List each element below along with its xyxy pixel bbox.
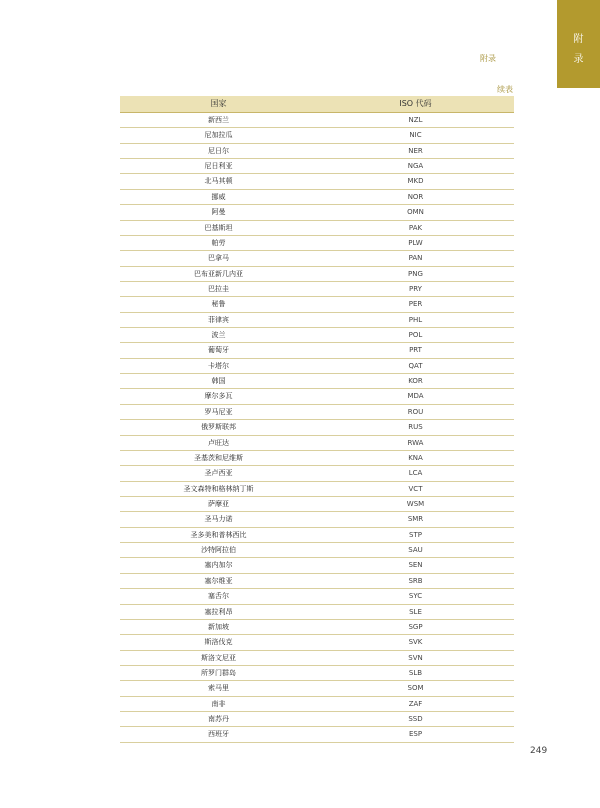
table-row xyxy=(120,159,514,174)
iso-code-cell: NIC xyxy=(409,131,422,140)
iso-code-cell: PHL xyxy=(408,315,423,324)
iso-code-cell: PRY xyxy=(409,284,422,293)
table-row xyxy=(120,666,514,681)
iso-code-cell: VCT xyxy=(408,484,423,493)
table-row xyxy=(120,343,514,358)
table-row xyxy=(120,543,514,558)
country-name-cell: 挪威 xyxy=(211,192,226,201)
country-name-cell: 俄罗斯联邦 xyxy=(201,423,236,432)
table-row xyxy=(120,174,514,189)
iso-code-table xyxy=(120,96,514,743)
country-name-cell: 圣卢西亚 xyxy=(204,469,233,478)
iso-code-cell: SYC xyxy=(408,592,423,601)
iso-code-cell: KNA xyxy=(408,453,423,462)
table-row xyxy=(120,313,514,328)
iso-code-cell: RWA xyxy=(407,438,424,447)
iso-code-cell: QAT xyxy=(408,361,423,370)
country-name-cell: 所罗门群岛 xyxy=(201,668,236,677)
table-row xyxy=(120,466,514,481)
iso-code-cell: PNG xyxy=(408,269,423,278)
iso-code-cell: PLW xyxy=(408,238,423,247)
table-row xyxy=(120,205,514,220)
table-row xyxy=(120,451,514,466)
table-row xyxy=(120,558,514,573)
iso-code-cell: SVK xyxy=(408,638,423,647)
country-name-cell: 塞尔维亚 xyxy=(204,576,233,585)
table-row xyxy=(120,528,514,543)
country-name-cell: 塞拉利昂 xyxy=(204,607,233,616)
chapter-tab xyxy=(557,0,600,88)
country-name-cell: 圣文森特和格林纳丁斯 xyxy=(183,484,254,493)
table-row xyxy=(120,282,514,297)
iso-code-cell: SEN xyxy=(408,561,423,570)
iso-code-cell: ZAF xyxy=(408,699,423,708)
country-name-cell: 索马里 xyxy=(208,684,229,693)
table-row xyxy=(120,482,514,497)
iso-code-cell: LCA xyxy=(408,469,423,478)
country-name-cell: 塞舌尔 xyxy=(208,592,229,601)
table-row xyxy=(120,144,514,159)
country-name-cell: 巴基斯坦 xyxy=(204,223,233,232)
iso-code-cell: SGP xyxy=(408,622,423,631)
table-row xyxy=(120,128,514,143)
country-name-cell: 尼日尔 xyxy=(208,146,229,155)
chapter-tab-label: 附 录 xyxy=(573,34,584,65)
iso-code-cell: SLE xyxy=(409,607,422,616)
column-header-country: 国家 xyxy=(210,99,227,108)
iso-code-cell: SMR xyxy=(407,515,424,524)
country-name-cell: 罗马尼亚 xyxy=(204,407,233,416)
iso-code-cell: STP xyxy=(409,530,422,539)
table-row xyxy=(120,635,514,650)
country-name-cell: 秘鲁 xyxy=(211,300,226,309)
table-row xyxy=(120,651,514,666)
country-name-cell: 阿曼 xyxy=(211,208,226,217)
iso-code-cell: SAU xyxy=(408,546,423,555)
table-row xyxy=(120,589,514,604)
running-header: 附录 xyxy=(480,54,496,63)
table-row xyxy=(120,727,514,742)
iso-code-cell: SLB xyxy=(408,668,423,677)
table-row xyxy=(120,359,514,374)
table-row xyxy=(120,712,514,727)
country-name-cell: 萨摩亚 xyxy=(208,499,229,508)
country-name-cell: 卢旺达 xyxy=(208,438,229,447)
country-name-cell: 圣多美和普林西比 xyxy=(190,530,247,539)
country-name-cell: 斯洛伐克 xyxy=(204,638,233,647)
iso-code-cell: MDA xyxy=(407,392,424,401)
table-header xyxy=(120,96,514,113)
country-name-cell: 沙特阿拉伯 xyxy=(201,546,236,555)
iso-code-cell: PAK xyxy=(408,223,423,232)
country-name-cell: 圣基茨和尼维斯 xyxy=(194,453,243,462)
table-row xyxy=(120,374,514,389)
iso-code-cell: PAN xyxy=(408,254,423,263)
table-row xyxy=(120,389,514,404)
iso-code-cell: PRT xyxy=(409,346,422,355)
table-row xyxy=(120,605,514,620)
page-number: 249 xyxy=(530,746,548,756)
table-row xyxy=(120,328,514,343)
iso-code-cell: ROU xyxy=(407,407,424,416)
country-name-cell: 西班牙 xyxy=(208,730,229,739)
table-row xyxy=(120,190,514,205)
country-name-cell: 塞内加尔 xyxy=(204,561,233,570)
iso-code-cell: MKD xyxy=(407,177,424,186)
iso-code-cell: PER xyxy=(408,300,423,309)
iso-code-cell: WSM xyxy=(406,499,425,508)
table-row xyxy=(120,221,514,236)
country-name-cell: 新西兰 xyxy=(208,116,229,124)
table-row xyxy=(120,297,514,312)
iso-code-cell: OMN xyxy=(407,208,424,217)
table-row xyxy=(120,405,514,420)
country-name-cell: 帕劳 xyxy=(211,238,226,247)
table-continued-label: 续表 xyxy=(497,85,513,94)
iso-code-cell: NZL xyxy=(408,116,423,124)
country-name-cell: 葡萄牙 xyxy=(208,346,229,355)
country-name-cell: 菲律宾 xyxy=(208,315,229,324)
table-row xyxy=(120,512,514,527)
table-row xyxy=(120,113,514,128)
iso-code-cell: SVN xyxy=(408,653,423,662)
iso-code-cell: SSD xyxy=(408,715,423,724)
table-body xyxy=(120,113,514,743)
iso-code-cell: POL xyxy=(408,331,423,340)
country-name-cell: 韩国 xyxy=(211,377,226,386)
table-row xyxy=(120,236,514,251)
country-name-cell: 圣马力诺 xyxy=(204,515,233,524)
table-row xyxy=(120,420,514,435)
iso-code-cell: NER xyxy=(408,146,423,155)
iso-code-cell: NOR xyxy=(407,192,424,201)
country-name-cell: 南非 xyxy=(211,699,226,708)
table-row xyxy=(120,267,514,282)
country-name-cell: 巴拿马 xyxy=(208,254,229,263)
country-name-cell: 南苏丹 xyxy=(208,715,229,724)
table-row xyxy=(120,620,514,635)
column-header-iso-code: ISO 代码 xyxy=(399,99,432,108)
country-name-cell: 波兰 xyxy=(211,331,226,340)
country-name-cell: 北马其顿 xyxy=(204,177,233,186)
country-name-cell: 尼日利亚 xyxy=(204,162,233,171)
iso-code-cell: SRB xyxy=(408,576,423,585)
table-row xyxy=(120,497,514,512)
iso-code-cell: RUS xyxy=(408,423,423,432)
iso-code-cell: NGA xyxy=(407,162,424,171)
country-name-cell: 巴布亚新几内亚 xyxy=(194,269,243,278)
table-row xyxy=(120,681,514,696)
table-row xyxy=(120,251,514,266)
country-name-cell: 卡塔尔 xyxy=(208,361,229,370)
iso-code-cell: KOR xyxy=(408,377,423,386)
iso-code-cell: SOM xyxy=(407,684,424,693)
country-name-cell: 新加坡 xyxy=(208,622,229,631)
table-row xyxy=(120,436,514,451)
country-name-cell: 尼加拉瓜 xyxy=(204,131,233,140)
table-row xyxy=(120,697,514,712)
country-name-cell: 摩尔多瓦 xyxy=(204,392,233,401)
iso-code-cell: ESP xyxy=(408,730,423,739)
table-row xyxy=(120,574,514,589)
country-name-cell: 巴拉圭 xyxy=(208,284,229,293)
country-name-cell: 斯洛文尼亚 xyxy=(201,653,236,662)
